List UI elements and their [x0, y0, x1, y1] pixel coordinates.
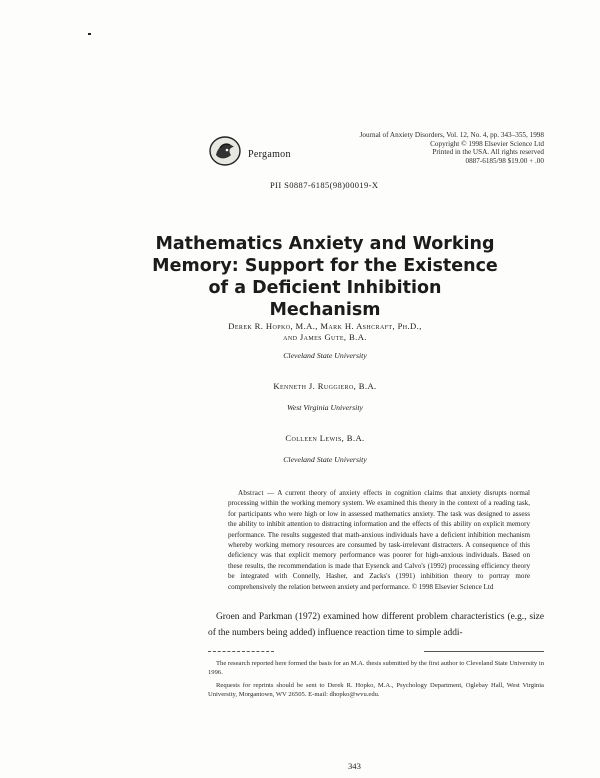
author-group-1	[200, 321, 450, 343]
journal-printed: Printed in the USA. All rights reserved	[432, 148, 544, 157]
journal-info	[284, 131, 544, 165]
paper-title	[150, 233, 500, 321]
author-group-3: Colleen Lewis, B.A.	[285, 433, 365, 443]
page-number: 343	[348, 761, 361, 771]
title-line: Mathematics Anxiety and Working	[155, 234, 495, 254]
author-names: Derek R. Hopko, M.A., Mark H. Ashcraft, Ph.D.,	[228, 321, 422, 331]
footnote-thesis: The research reported here formed the basis for an M.A. thesis submitted by the first author to Cleveland State University in 1996.	[208, 660, 544, 677]
title-line: of a Deficient Inhibition Mechanism	[208, 278, 442, 320]
footnote-divider	[424, 651, 544, 652]
journal-citation: Journal of Anxiety Disorders, Vol. 12, No. 4, pp. 343–355, 1998	[359, 131, 544, 139]
abstract-text: A current theory of anxiety effects in cognition claims that anxiety disrupts normal processing within the working memory system. We examined this theory in the context of a reading task, for participants who were high or low in assessed mathematics anxiety. The task was designed to assess the ability to inhibit attention to distracting information and the effects of this ability on explicit memory performance. The results suggested that math-anxious individuals have a deficient inhibition mechanism whereby working memory resources are consumed by task-irrelevant distracters. A consequence of this deficiency was that explicit memory performance was poorer for high-anxious individuals. Based on these results, the recommendation is made that Eysenck and Calvo's (1992) processing efficiency theory be integrated with Connelly, Hasher, and Zacks's (1991) inhibition theory to portray more comprehensively the relation between anxiety and performance. © 1998 Elsevier Science Ltd	[228, 489, 530, 591]
footnote-reprints: Requests for reprints should be sent to Derek R. Hopko, M.A., Psychology Department, Oglebay Hall, West Virginia University, Morgantown, WV 26505. E-mail: dhopko@wvu.edu.	[208, 682, 544, 699]
author-names: and James Gute, B.A.	[283, 332, 367, 342]
affiliation-1: Cleveland State University	[283, 351, 367, 360]
publisher-name: Pergamon	[248, 149, 291, 160]
affiliation-2: West Virginia University	[287, 403, 363, 412]
journal-issn: 0887-6185/98 $19.00 + .00	[465, 156, 544, 165]
footnote-divider	[208, 651, 274, 652]
affiliation-3: Cleveland State University	[283, 455, 367, 464]
pii-identifier: PII S0887-6185(98)00019-X	[270, 180, 379, 190]
journal-copyright: Copyright © 1998 Elsevier Science Ltd	[430, 139, 544, 148]
pergamon-logo-icon	[208, 135, 242, 167]
abstract-label: Abstract —	[238, 489, 275, 497]
title-line: Memory: Support for the Existence	[152, 256, 498, 276]
author-group-2: Kenneth J. Ruggiero, B.A.	[273, 381, 377, 391]
intro-paragraph: Groen and Parkman (1972) examined how different problem characteristics (e.g., size of the numbers being added) influence reaction time to simple addi-	[208, 612, 544, 638]
scan-speck	[88, 33, 91, 35]
abstract	[228, 488, 530, 592]
